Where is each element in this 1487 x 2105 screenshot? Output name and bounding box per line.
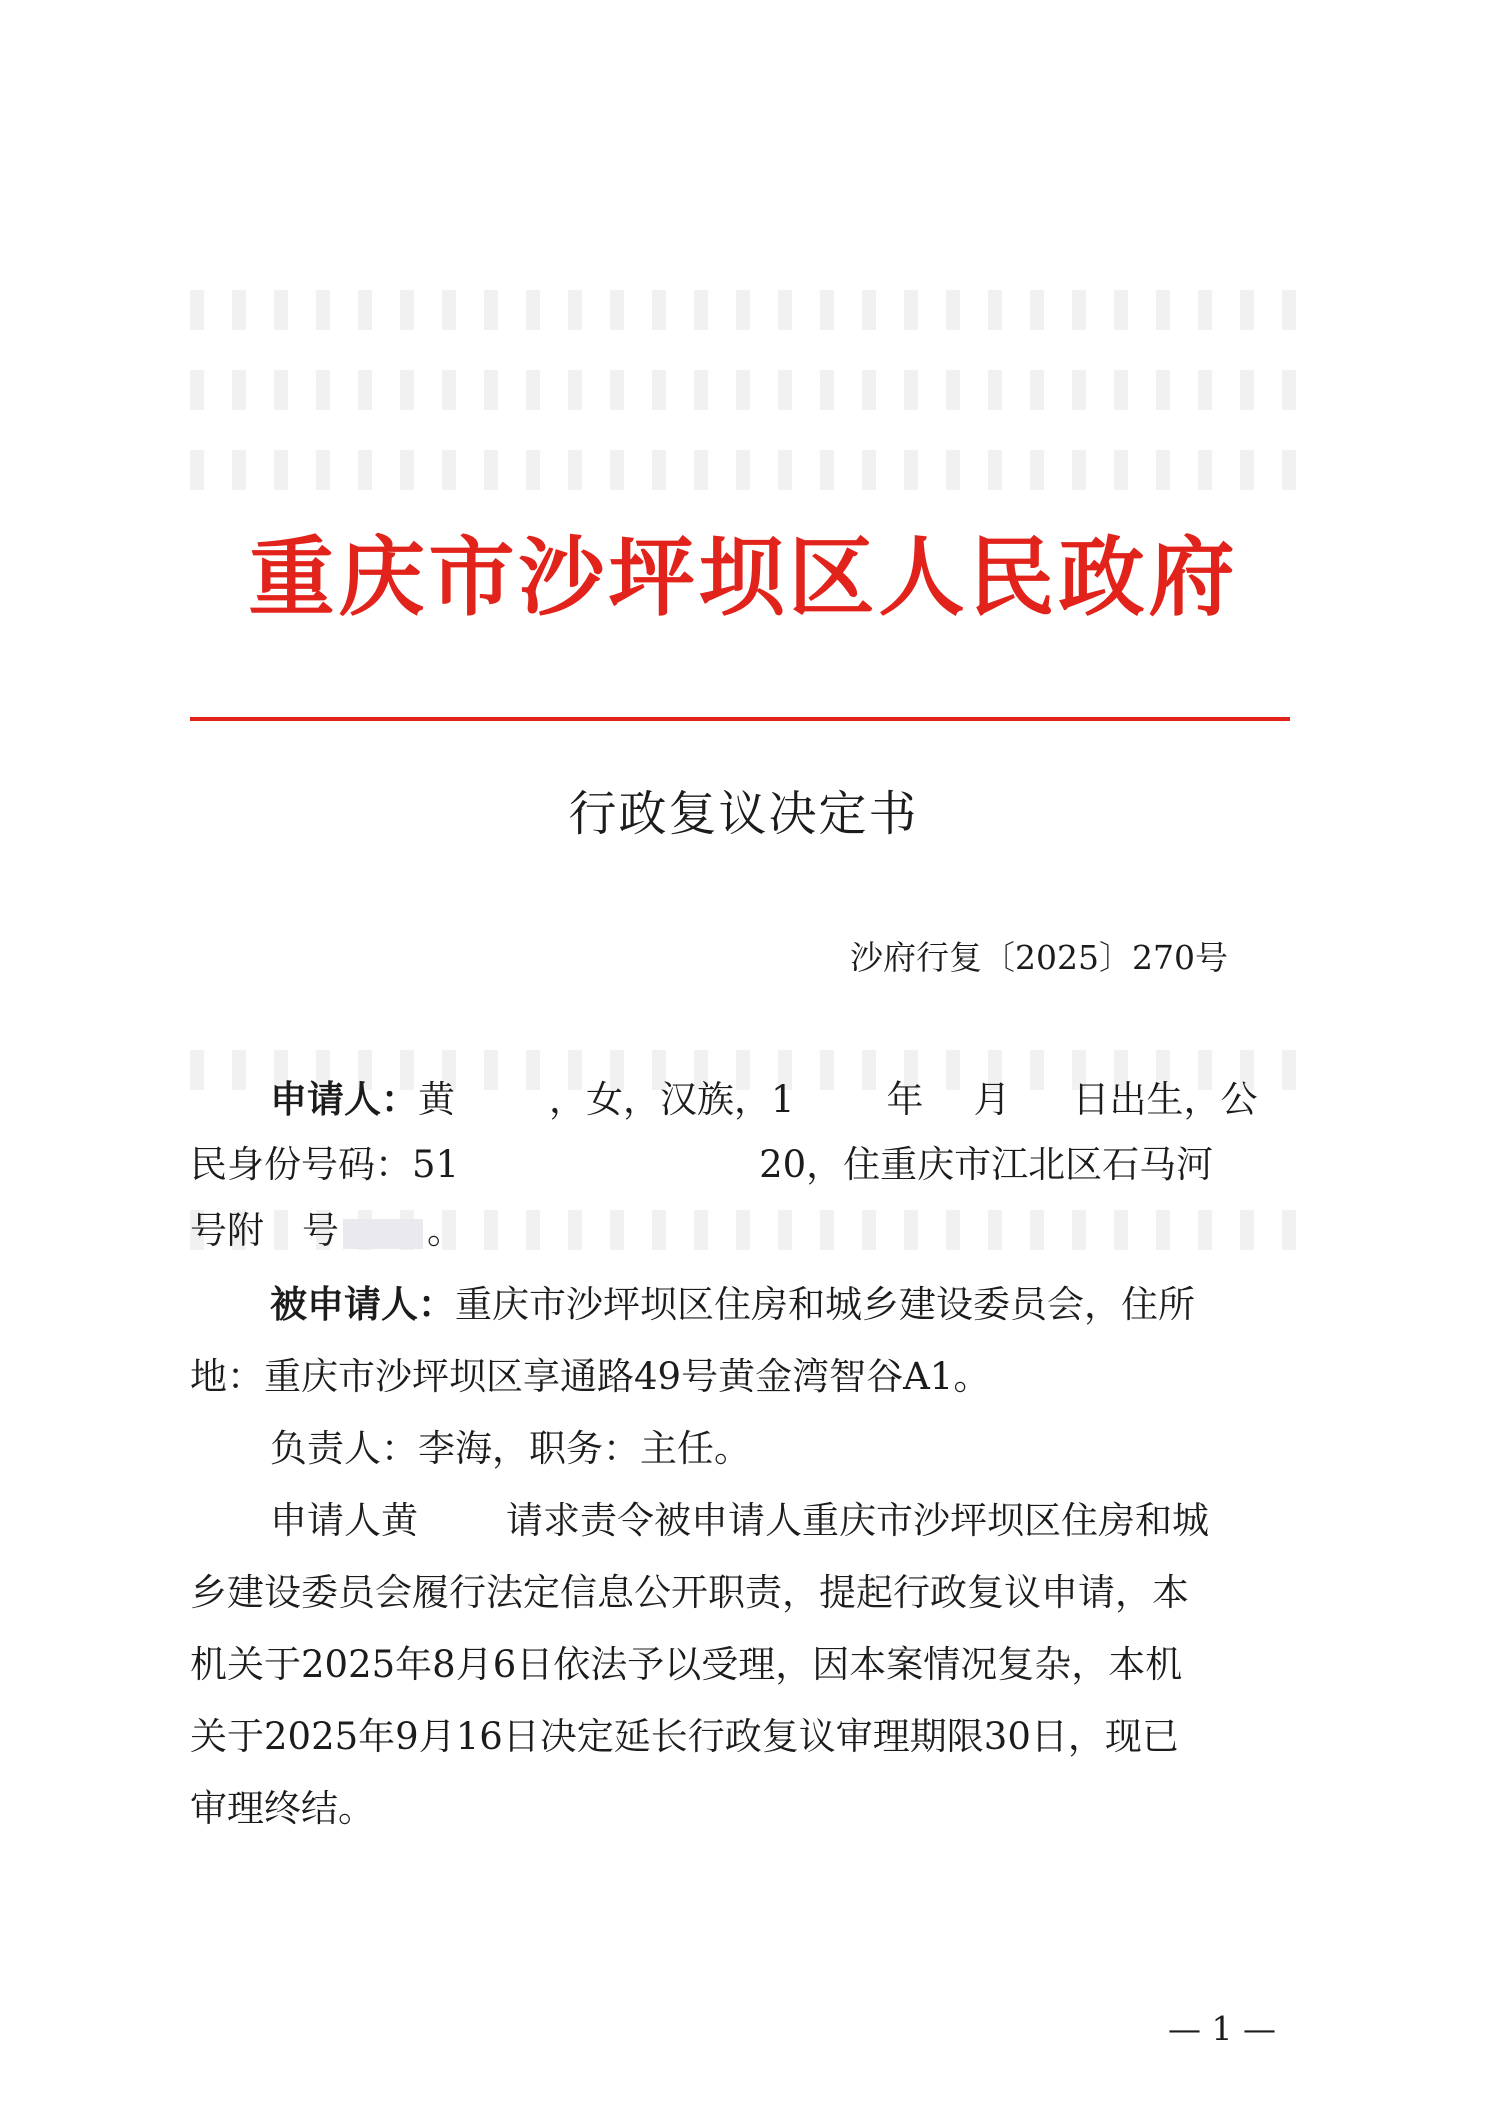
redaction-mark	[343, 1219, 423, 1249]
document-number: 沙府行复〔2025〕270号	[850, 938, 1228, 977]
paragraph-line-2: 乡建设委员会履行法定信息公开职责，提起行政复议申请，本	[190, 1571, 1189, 1614]
applicant-label: 申请人：	[270, 1078, 418, 1121]
bleed-through-texture	[190, 450, 1300, 490]
page-number: — 1 —	[1168, 2009, 1276, 2048]
respondent-line-2: 地：重庆市沙坪坝区享通路49号黄金湾智谷A1。	[190, 1355, 991, 1398]
respondent-line-1: 被申请人：重庆市沙坪坝区住房和城乡建设委员会，住所	[270, 1283, 1195, 1326]
applicant-line-2: 民身份号码：51 20，住重庆市江北区石马河	[190, 1143, 1214, 1186]
paragraph-line-4: 关于2025年9月16日决定延长行政复议审理期限30日，现已	[190, 1715, 1179, 1758]
issuing-authority-title: 重庆市沙坪坝区人民政府	[248, 528, 1239, 628]
red-header-divider	[190, 717, 1290, 721]
applicant-line-3: 号附 号 。	[190, 1209, 464, 1252]
bleed-through-texture	[190, 290, 1300, 330]
responsible-person: 负责人：李海，职务：主任。	[270, 1427, 751, 1470]
paragraph-line-1: 申请人黄 请求责令被申请人重庆市沙坪坝区住房和城	[270, 1499, 1209, 1542]
paragraph-line-5: 审理终结。	[190, 1787, 375, 1830]
bleed-through-texture	[190, 370, 1300, 410]
applicant-line-1: 申请人：黄 ，女，汉族，1 年 月 日出生，公	[270, 1078, 1258, 1121]
respondent-label: 被申请人：	[270, 1283, 455, 1326]
paragraph-line-3: 机关于2025年8月6日依法予以受理，因本案情况复杂，本机	[190, 1643, 1183, 1686]
document-title: 行政复议决定书	[568, 786, 919, 842]
